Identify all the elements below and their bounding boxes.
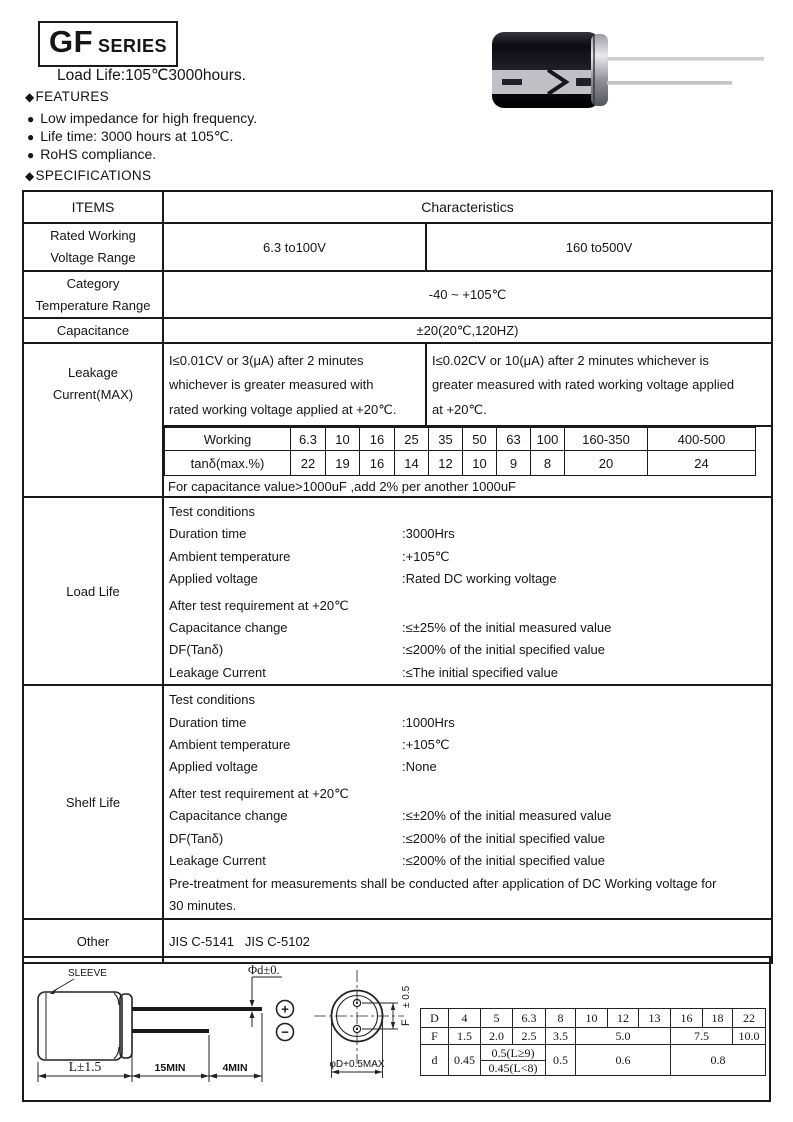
rated-voltage-label: Rated Working Voltage Range — [23, 223, 163, 271]
diameter-row: D 4 5 6.3 8 10 12 13 16 18 22 — [421, 1009, 766, 1028]
load-life-summary: Load Life:105℃3000hours. — [57, 67, 246, 84]
bullet-icon: ● — [27, 112, 35, 126]
pretreatment-note: Pre-treatment for measurements shall be conducted after application of DC Working voltage for — [169, 875, 717, 891]
feature-text: Life time: 3000 hours at 105℃. — [40, 127, 234, 144]
category-temperature-label: Category Temperature Range — [23, 271, 163, 318]
features-heading-label: FEATURES — [35, 89, 109, 104]
capacitor-side-view-drawing — [30, 959, 330, 1099]
diamond-icon: ◆ — [25, 169, 35, 183]
tan-delta-cell — [163, 426, 772, 497]
feature-item — [27, 146, 257, 164]
working-voltage-header-row: Working 6.3 10 16 25 35 50 63 100 160-350 400-500 — [165, 428, 756, 451]
capacitor-leads — [607, 57, 764, 85]
series-suffix: SERIES — [98, 36, 168, 56]
feature-text: RoHS compliance. — [40, 145, 157, 162]
tan-delta-values-row: tanδ(max.%) 22 19 16 14 12 10 9 8 20 24 — [165, 451, 756, 476]
leakage-high-voltage-text: I≤0.02CV or 10(μA) after 2 minutes whichever is greater measured with rated working voltage applied at +20℃. — [426, 343, 772, 426]
center-lines — [314, 970, 404, 1064]
lead-length-label: 15MIN — [154, 1062, 186, 1074]
feature-text: Low impedance for high frequency. — [40, 110, 258, 126]
dim-arrow — [250, 1000, 255, 1007]
category-temperature-row — [23, 271, 772, 318]
capacitance-value: ±20(20℃,120HZ) — [163, 318, 772, 343]
svg-text:−: − — [281, 1024, 289, 1040]
bullet-icon: ● — [27, 147, 35, 162]
sleeve-label: SLEEVE — [68, 968, 107, 979]
capacitor-body — [492, 32, 608, 108]
capacitance-label: Capacitance — [23, 318, 163, 343]
dim-arrow — [391, 1003, 395, 1010]
polarity-minus-icon — [277, 1024, 294, 1041]
other-label: Other — [23, 919, 163, 963]
specifications-table — [22, 190, 773, 964]
series-title-box — [38, 21, 178, 67]
capacitance-row — [23, 318, 772, 343]
diamond-icon: ◆ — [25, 90, 35, 104]
rated-voltage-high: 160 to500V — [426, 223, 772, 271]
lead-diameter-label: Φd±0. — [248, 963, 280, 977]
body-length-label: L±1.5 — [68, 1059, 102, 1074]
leakage-current-row — [23, 343, 772, 426]
load-life-row — [23, 497, 772, 685]
pitch-label: F — [400, 1019, 412, 1026]
pitch-row: F 1.5 2.0 2.5 3.5 5.0 7.5 10.0 — [421, 1028, 766, 1045]
tan-delta-label: tanδ(max.%) — [165, 451, 291, 476]
leakage-current-label: Leakage Current(MAX) — [23, 343, 163, 497]
shelf-life-row — [23, 685, 772, 919]
dim-arrow — [332, 1070, 340, 1074]
dimension-table — [420, 1008, 766, 1076]
dim-arrow — [391, 1022, 395, 1029]
series-name: GF — [48, 24, 94, 59]
other-value: JIS C-5141 JIS C-5102 — [163, 919, 772, 963]
features-heading — [25, 89, 109, 104]
category-temperature-value: -40 ~ +105℃ — [163, 271, 772, 318]
case-diameter-label: φD+0.5MAX — [329, 1059, 385, 1070]
pitch-tolerance-label: ± 0.5 — [401, 985, 412, 1008]
shelf-life-label: Shelf Life — [23, 685, 163, 919]
table-header-row — [23, 191, 772, 223]
capacitor-outline — [38, 992, 132, 1060]
bullet-icon: ● — [27, 129, 35, 144]
specifications-heading-label: SPECIFICATIONS — [35, 168, 152, 183]
svg-text:+: + — [281, 1001, 289, 1017]
items-header: ITEMS — [23, 191, 163, 223]
lead-diameter-row-label: d — [421, 1045, 449, 1076]
sleeve-arrowhead — [50, 988, 57, 994]
rated-voltage-row — [23, 223, 772, 271]
diameter-row-label: D — [421, 1009, 449, 1028]
leakage-low-voltage-text: I≤0.01CV or 3(μA) after 2 minutes whichever is greater measured with rated working voltage applied at +20℃. — [163, 343, 426, 426]
characteristics-header: Characteristics — [163, 191, 772, 223]
capacitance-note: For capacitance value>1000uF ,add 2% per another 1000uF — [168, 479, 516, 494]
lead-diameter-leader — [252, 977, 282, 1027]
lead-diameter-row: d 0.45 0.5(L≥9) 0.45(L<8) 0.5 0.6 0.8 — [421, 1045, 766, 1076]
capacitor-photo — [488, 26, 778, 114]
specifications-heading — [25, 168, 151, 183]
feature-item — [27, 110, 257, 128]
dim-arrow — [375, 1070, 383, 1074]
load-life-content: Test conditions Duration time :3000Hrs Ambient temperature :+105℃ Applied voltage :Rated DC working voltage After test requirement at +20℃ Capacitance change :≤±25% of the initial measured value DF(Tanδ) :≤200% of the initial specified value Leakage Current :≤The initial specified value — [163, 497, 772, 685]
shelf-life-content: Test conditions Duration time :1000Hrs Ambient temperature :+105℃ Applied voltage :None After test requirement at +20℃ Capacitance change :≤±20% of the initial measured value DF(Tanδ) :≤200% of the initial specified value Leakage Current :≤200% of the initial specified value Pre-treatment for measurements shall be conducted after application of DC Working voltage for 30 minutes. — [163, 685, 772, 919]
polarity-plus-icon — [277, 1001, 294, 1018]
lead-diameter-split-cell: 0.5(L≥9) 0.45(L<8) — [481, 1045, 546, 1076]
pitch-row-label: F — [421, 1028, 449, 1045]
tan-delta-table — [164, 427, 756, 476]
lead-wires — [132, 1007, 262, 1033]
lead-tip-length-label: 4MIN — [222, 1062, 248, 1074]
working-label: Working — [165, 428, 291, 451]
dimension-drawing-box — [22, 956, 771, 1102]
feature-item — [27, 128, 257, 146]
features-list — [27, 110, 257, 164]
dim-arrow — [250, 1011, 255, 1018]
pretreatment-note-cont: 30 minutes. — [169, 898, 237, 914]
rated-voltage-low: 6.3 to100V — [163, 223, 426, 271]
load-life-label: Load Life — [23, 497, 163, 685]
